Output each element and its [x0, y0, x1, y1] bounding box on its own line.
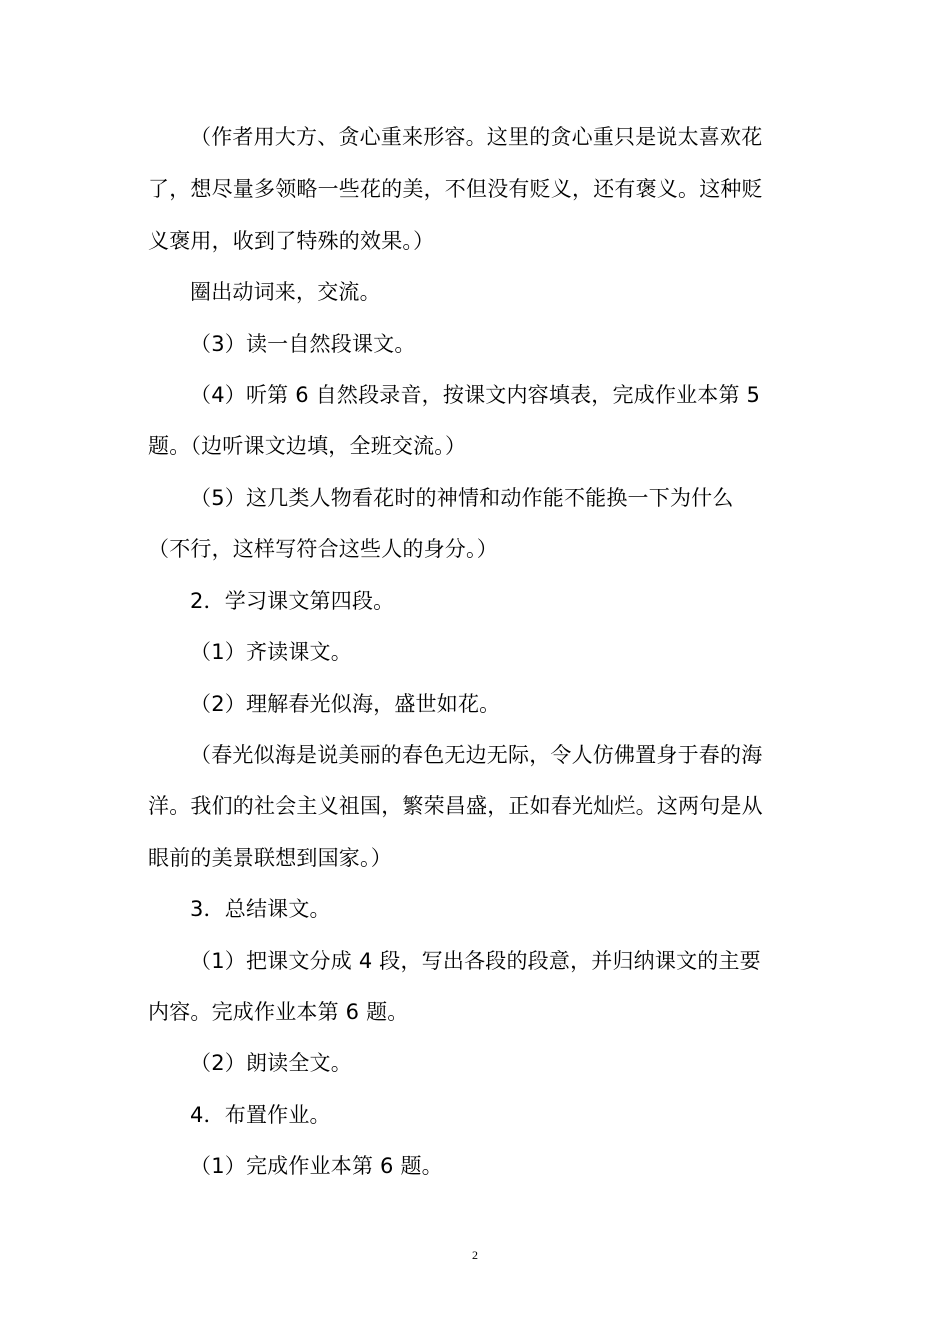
text-line: 内容。完成作业本第 6 题。 [148, 1000, 409, 1024]
text-line: （1）完成作业本第 6 题。 [190, 1154, 443, 1178]
text-line: （2）朗读全文。 [190, 1051, 352, 1075]
page-number: 2 [472, 1248, 478, 1262]
text-line: （4）听第 6 自然段录音，按课文内容填表，完成作业本第 5 [190, 383, 761, 407]
text-line: （2）理解春光似海，盛世如花。 [190, 692, 501, 716]
text-line: （1）把课文分成 4 段，写出各段的段意，并归纳课文的主要 [190, 949, 761, 973]
text-line: 题。（边听课文边填，全班交流。） [148, 434, 467, 458]
text-line: （1）齐读课文。 [190, 640, 352, 664]
text-line: （3）读一自然段课文。 [190, 332, 416, 356]
text-line: 了，想尽量多领略一些花的美，不但没有贬义，还有褒义。这种贬 [148, 177, 763, 201]
text-line: 义褒用，收到了特殊的效果。） [148, 229, 435, 253]
text-line: 眼前的美景联想到国家。） [148, 846, 392, 870]
text-line: （作者用大方、贪心重来形容。这里的贪心重只是说太喜欢花 [190, 125, 763, 149]
text-line: 洋。我们的社会主义祖国，繁荣昌盛，正如春光灿烂。这两句是从 [148, 794, 763, 818]
text-line: （5）这几类人物看花时的神情和动作能不能换一下为什么 [190, 486, 734, 510]
text-line: 2．学习课文第四段。 [190, 589, 395, 613]
text-line: 圈出动词来，交流。 [190, 280, 381, 304]
text-line: （春光似海是说美丽的春色无边无际，令人仿佛置身于春的海 [190, 743, 763, 767]
text-line: （不行，这样写符合这些人的身分。） [148, 537, 498, 561]
text-line: 3．总结课文。 [190, 897, 331, 921]
text-line: 4．布置作业。 [190, 1103, 331, 1127]
